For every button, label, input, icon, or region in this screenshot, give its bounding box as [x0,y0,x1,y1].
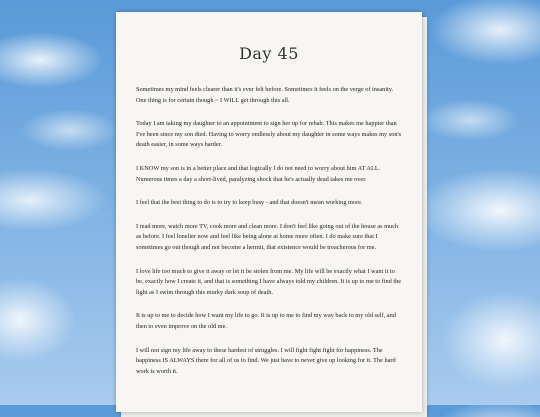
paragraph-4: I feel that the best thing to do is to try to keep busy - and that doesn't mean working more. [136,199,363,207]
paragraph-7: It is up to me to decide how I want my life to go. It is up to me to find my way back to my old self, and then to even improve on the old me. [136,312,396,330]
paragraph-5: I read more, watch more TV, cook more and clean more. I don't feel like going out of the house as much as before. I feel lonelier now and feel like being alone at home more often. I do make sure that I sometimes go out though and not become a hermit, that existence would be treacherous for me. [136,222,399,251]
paragraph-2: Today I am taking my daughter to an appointment to sign her up for rehab. This makes me happier than I've been since my son died. Having to worry endlessly about my daughter in some ways makes my son's death easier, in some ways harder. [136,120,402,149]
paragraph-8: I will not sign my life away to these hardest of struggles. I will fight fight fight for happiness. The happiness IS ALWAYS there for all of us to find. We just have to never give up looking for it. The hard work is worth it. [136,346,396,375]
paragraph-3: I KNOW my son is in a better place and that logically I do not need to worry about him AT ALL. Numerous times a day a short-lived, paralyzing shock that he's actually dead takes me over. [136,164,381,183]
page-title: Day 45 [239,44,299,63]
paragraph-1: Sometimes my mind feels clearer than it's ever felt before. Sometimes it feels on the verge of insanity. One thing is for certain though ~ I WILL get through this all. [136,86,394,104]
journal-page [116,12,422,412]
paragraph-6: I love life too much to give it away or let it be stolen from me. My life will be exactly what I want it to be, exactly how I create it, and that is something I have always told my children. It is up to me to find the light as I swim through this murky dark soup of death. [136,267,402,296]
